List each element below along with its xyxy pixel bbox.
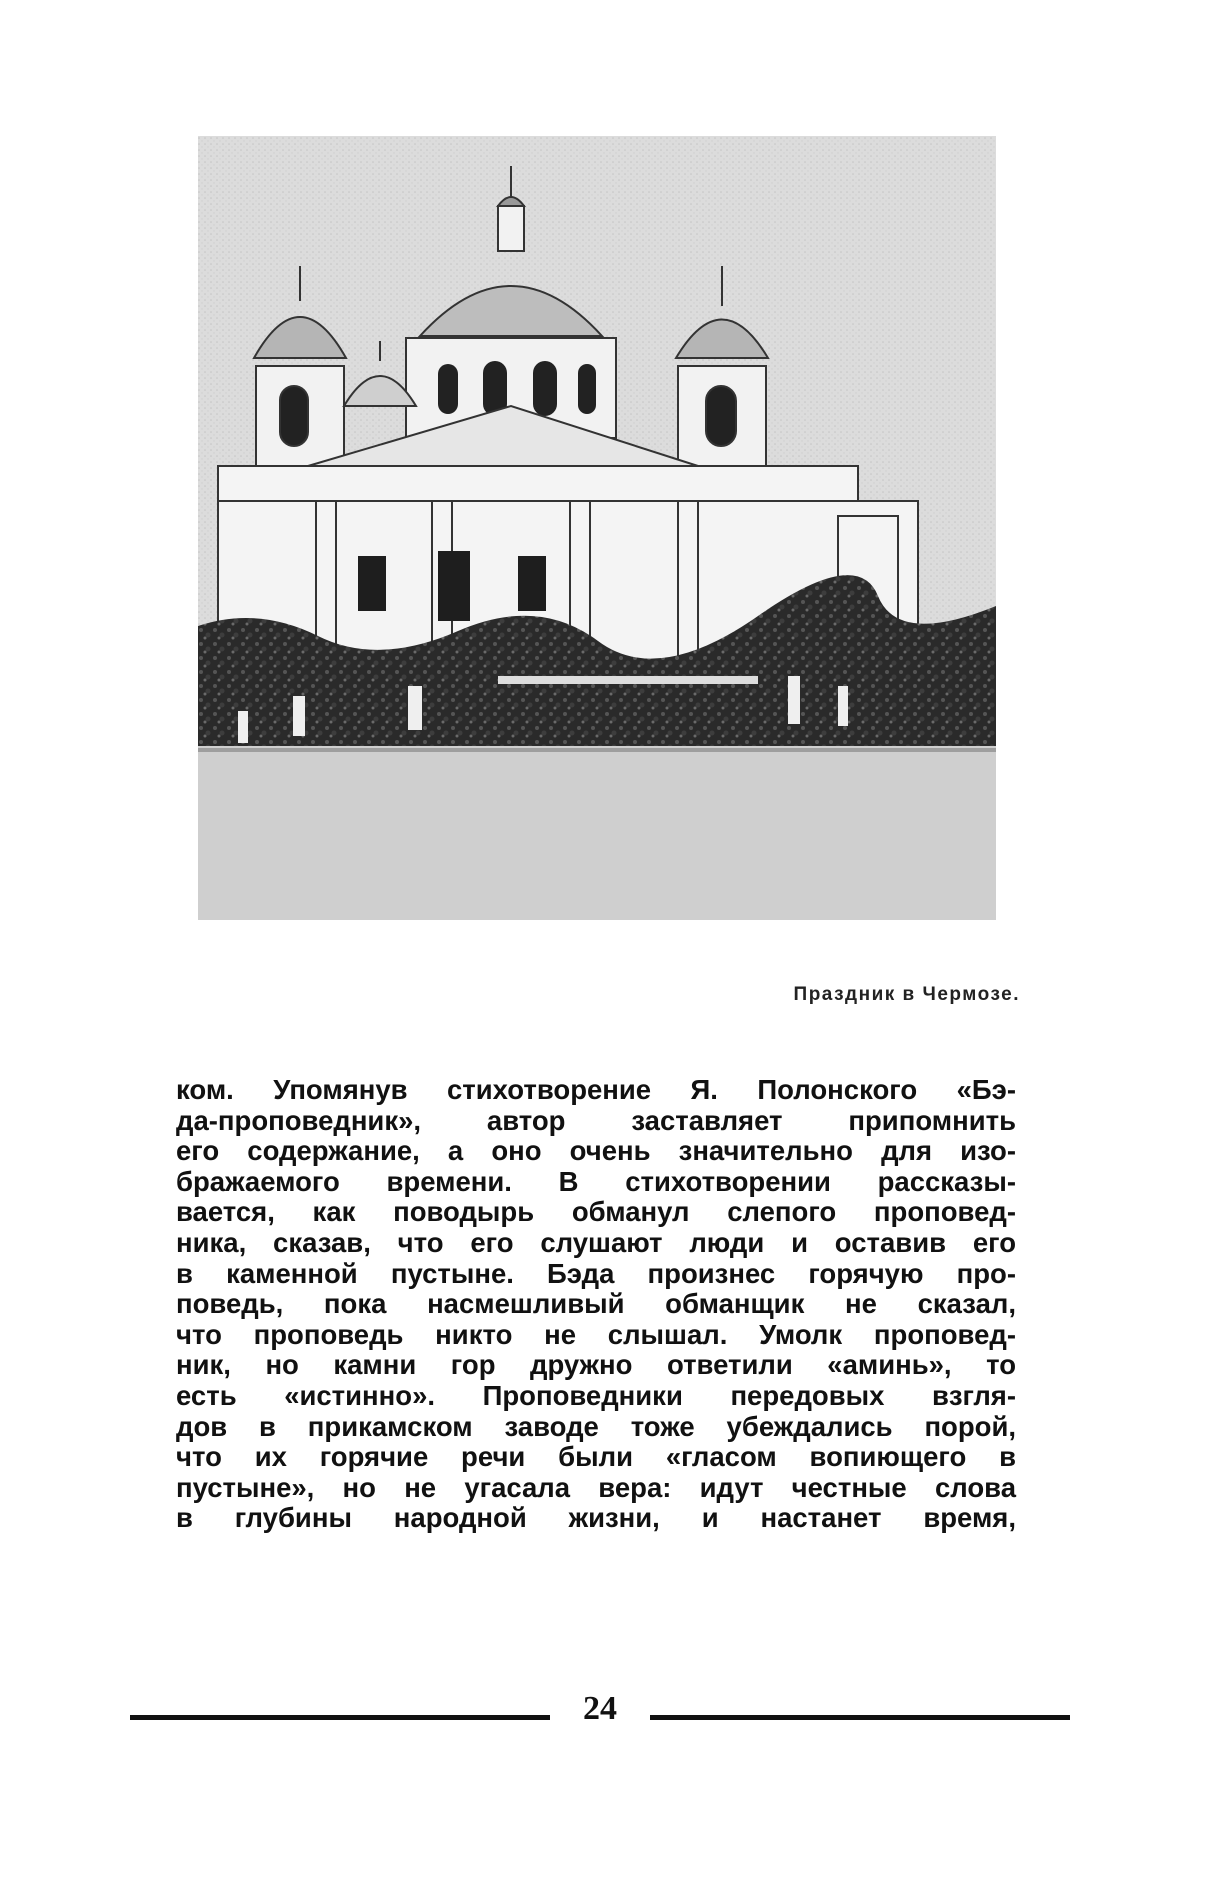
church-illustration	[198, 136, 996, 920]
text-line: есть «истинно». Проповедники передовых взгля-	[176, 1379, 1016, 1411]
body-paragraph	[176, 1075, 1016, 1534]
text-line: ника, сказав, что его слушают люди и оставив его	[176, 1226, 1016, 1258]
text-line: ком. Упомянув стихотворение Я. Полонского «Бэ-	[176, 1074, 1016, 1105]
footer-rule-left	[130, 1715, 550, 1720]
page-number: 24	[583, 1690, 617, 1727]
text-line: что их горячие речи были «гласом вопиющего в	[176, 1441, 1016, 1473]
text-line: бражаемого времени. В стихотворении рассказы-	[176, 1165, 1016, 1197]
page-footer	[130, 1690, 1070, 1740]
figure-caption: Праздник в Чермозе.	[793, 984, 1020, 1005]
footer-rule-right	[650, 1715, 1070, 1720]
text-line: что проповедь никто не слышал. Умолк проповед-	[176, 1318, 1016, 1350]
text-line: дов в прикамском заводе тоже убеждались порой,	[176, 1410, 1016, 1442]
text-line: да-проповедник», автор заставляет припомнить	[176, 1104, 1016, 1136]
text-line: его содержание, а оно очень значительно для изо-	[176, 1135, 1016, 1167]
church-photo	[198, 136, 996, 920]
text-line: пустыне», но не угасала вера: идут честные слова	[176, 1471, 1016, 1503]
text-line: в каменной пустыне. Бэда произнес горячую про-	[176, 1257, 1016, 1289]
text-line: ник, но камни гор дружно ответили «аминь», то	[176, 1349, 1016, 1381]
text-line: вается, как поводырь обманул слепого проповед-	[176, 1196, 1016, 1228]
text-line: поведь, пока насмешливый обманщик не сказал,	[176, 1288, 1016, 1320]
text-line: в глубины народной жизни, и настанет время,	[176, 1502, 1016, 1534]
